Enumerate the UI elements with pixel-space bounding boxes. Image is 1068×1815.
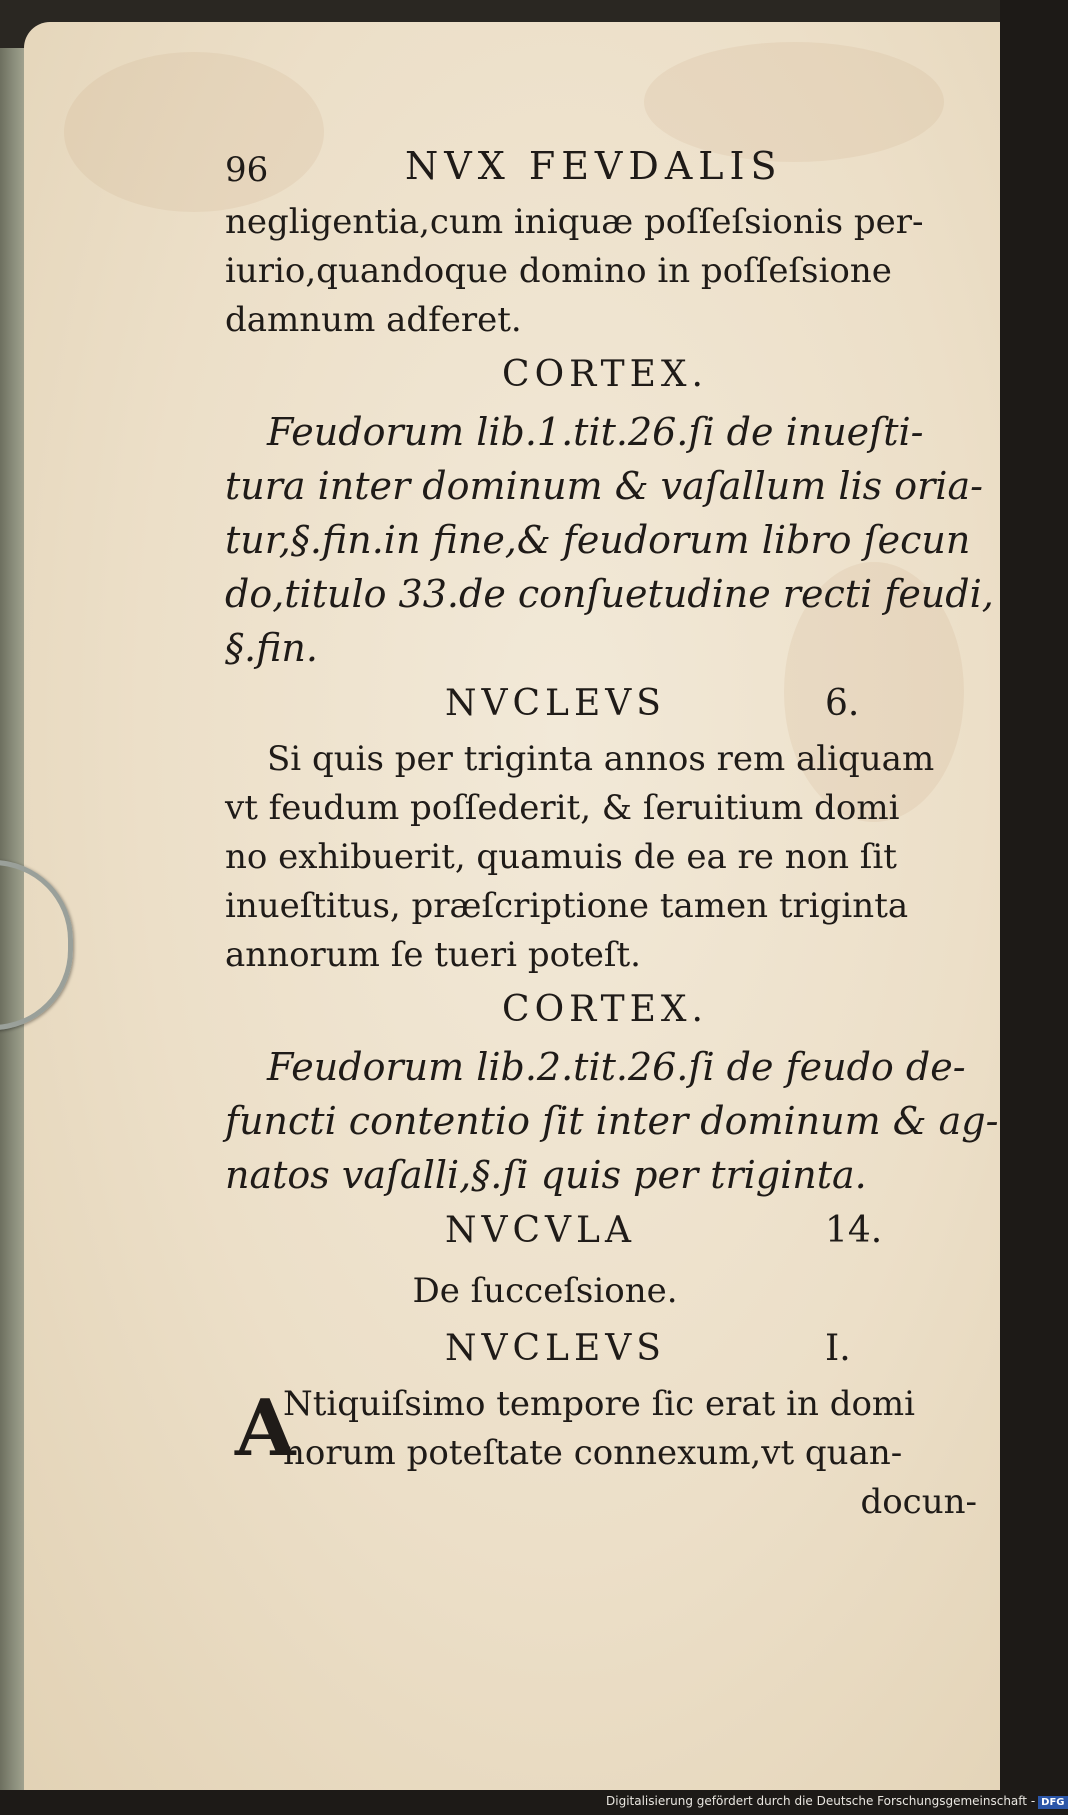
- text-line: negligentia,cum iniquæ poſſeſsionis per-: [225, 202, 924, 242]
- heading-number: 14.: [825, 1210, 883, 1251]
- text-line: no exhibuerit, quamuis de ea re non ſit: [225, 837, 897, 877]
- drop-cap: A: [235, 1383, 296, 1474]
- section-subtitle: De ſucceſsione.: [412, 1271, 678, 1311]
- heading-number: I.: [825, 1328, 851, 1369]
- page-header: [225, 136, 985, 198]
- section-heading-nucleus: [225, 675, 985, 735]
- italic-line: do,titulo 33.de conſuetudine recti feudi,: [225, 572, 994, 616]
- page-text: [225, 136, 999, 1527]
- italic-line: functi contentio ſit inter dominum & ag-: [225, 1099, 999, 1143]
- text-line: damnum adferet.: [225, 300, 522, 340]
- section-heading-cortex: CORTEX.: [502, 354, 708, 395]
- text-line: Si quis per triginta annos rem aliquam: [267, 739, 935, 779]
- page-number: 96: [225, 150, 269, 190]
- text-line: iurio,quandoque domino in poſſeſsione: [225, 251, 892, 291]
- section-heading-nucula: [225, 1202, 985, 1262]
- running-title: NVX FEVDALIS: [405, 144, 783, 188]
- italic-line: tur,§.fin.in fine,& feudorum libro ſecun: [225, 518, 971, 562]
- paragraph-with-dropcap: [225, 1380, 985, 1478]
- section-heading-cortex: CORTEX.: [502, 989, 708, 1030]
- italic-line: natos vaſalli,§.ſi quis per triginta.: [225, 1153, 867, 1197]
- italic-line: Feudorum lib.2.tit.26.ſi de feudo de-: [267, 1045, 966, 1089]
- text-line: annorum ſe tueri poteſt.: [225, 935, 641, 975]
- heading-label: NVCLEVS: [445, 1328, 666, 1369]
- dfg-logo: DFG: [1038, 1796, 1067, 1809]
- heading-label: NVCLEVS: [445, 683, 666, 724]
- text-line: vt feudum poſſederit, & ſeruitium domi: [225, 788, 900, 828]
- text-line: norum poteſtate connexum,vt quan-: [283, 1433, 903, 1473]
- italic-line: Feudorum lib.1.tit.26.ſi de inueſti-: [267, 410, 924, 454]
- italic-line: tura inter dominum & vaſallum lis oria-: [225, 464, 983, 508]
- text-line: inueſtitus, præſcriptione tamen triginta: [225, 886, 909, 926]
- section-heading-nucleus: [225, 1320, 985, 1380]
- heading-label: NVCVLA: [445, 1210, 636, 1251]
- heading-number: 6.: [825, 683, 860, 724]
- catchword: docun-: [860, 1482, 977, 1522]
- text-line: Ntiquiſsimo tempore ſic erat in domi: [283, 1384, 916, 1424]
- italic-line: §.fin.: [225, 626, 318, 670]
- credit-text: Digitalisierung gefördert durch die Deutsche Forschungsgemeinschaft -: [606, 1794, 1036, 1808]
- digitization-credit: [606, 1794, 1068, 1809]
